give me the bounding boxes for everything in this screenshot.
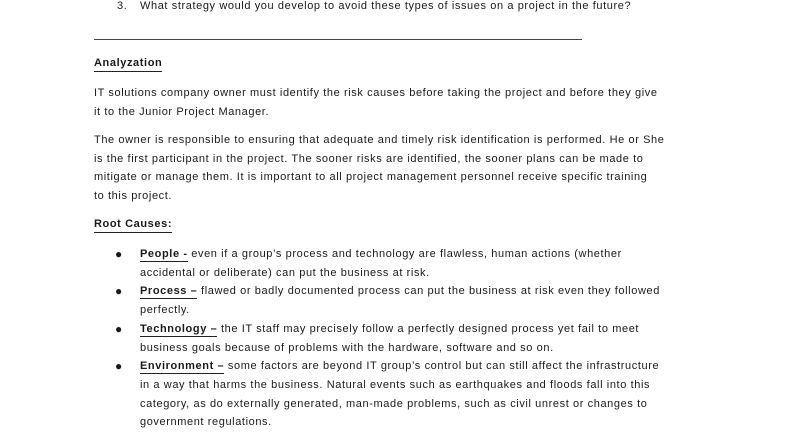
analyzation-paragraph-2 — [94, 131, 714, 206]
bullet-icon: ● — [115, 321, 123, 336]
paragraph-line: The owner is responsible to ensuring that adequate and timely risk identification is performed. He or She — [94, 134, 665, 146]
bullet-icon: ● — [115, 284, 123, 299]
analyzation-heading-text: Analyzation — [94, 57, 162, 72]
bullet-icon: ● — [115, 359, 123, 374]
paragraph-line: mitigate or manage them. It is important to all project management personnel receive specific training — [94, 171, 648, 184]
list-item-line: business goals because of problems with the hardware, software and so on. — [140, 341, 554, 354]
list-item-process — [94, 282, 734, 319]
list-item-line — [140, 357, 734, 376]
list-item-line — [140, 282, 734, 301]
list-item-line: government regulations. — [140, 416, 272, 429]
list-item-environment — [94, 357, 734, 432]
list-item-line: accidental or deliberate) can put the business at risk. — [140, 266, 430, 279]
list-item-line: perfectly. — [140, 304, 190, 317]
question-3 — [117, 0, 631, 13]
analyzation-paragraph-1 — [94, 84, 714, 121]
item-text: flawed or badly documented process can put the business at risk even they followed — [197, 285, 660, 298]
term-environment: Environment – — [140, 360, 225, 373]
paragraph-line: to this project. — [94, 190, 173, 203]
list-item-line — [140, 245, 734, 264]
paragraph-line: IT solutions company owner must identify the risk causes before taking the project and before they give — [94, 87, 658, 99]
term-process: Process – — [140, 285, 198, 298]
question-number: 3. — [117, 0, 128, 12]
root-causes-heading — [94, 217, 172, 231]
bullet-icon: ● — [115, 247, 123, 261]
question-text: What strategy would you develop to avoid these types of issues on a project in the future? — [140, 0, 632, 12]
list-item-line: category, as do externally generated, man-made problems, such as civil unrest or changes to — [140, 397, 648, 410]
item-text: even if a group’s process and technology are flawless, human actions (whether — [187, 248, 622, 260]
item-text: the IT staff may precisely follow a perfectly designed process yet fail to meet — [217, 322, 640, 335]
paragraph-line: it to the Junior Project Manager. — [94, 105, 270, 118]
root-causes-list — [94, 245, 734, 432]
term-technology: Technology – — [140, 322, 218, 335]
list-item-line — [140, 320, 734, 339]
term-people: People - — [140, 248, 188, 260]
paragraph-line: is the first participant in the project. The sooner risks are identified, the sooner plans can be made to — [94, 152, 644, 165]
section-divider — [94, 39, 582, 40]
item-text: some factors are beyond IT group’s control but can still affect the infrastructure — [224, 360, 660, 373]
list-item-line: in a way that harms the business. Natural events such as earthquakes and floods fall into this — [140, 378, 651, 391]
list-item-technology — [94, 320, 734, 357]
root-causes-heading-text: Root Causes: — [94, 218, 172, 233]
list-item-people — [94, 245, 734, 282]
analyzation-heading — [94, 56, 162, 70]
